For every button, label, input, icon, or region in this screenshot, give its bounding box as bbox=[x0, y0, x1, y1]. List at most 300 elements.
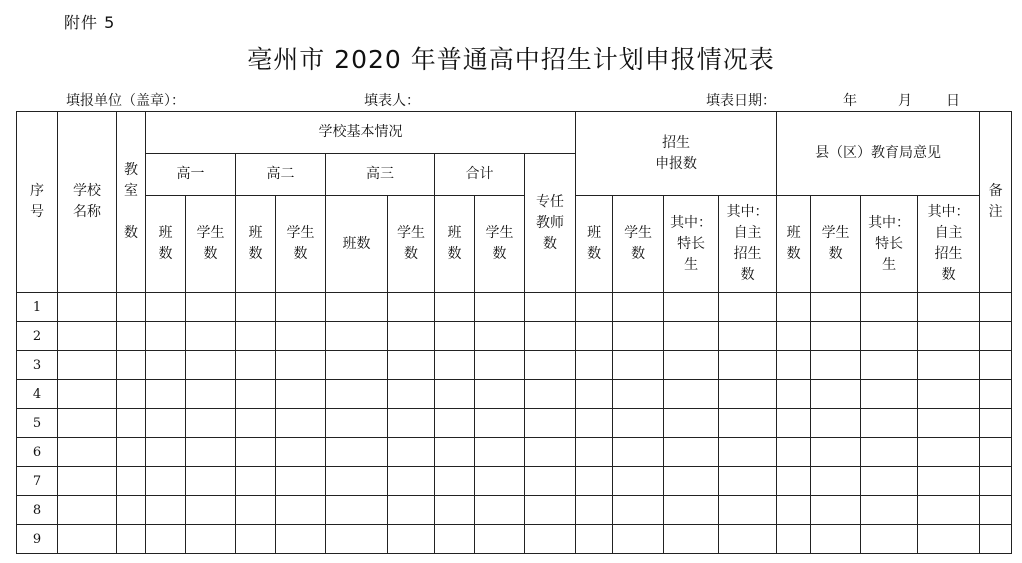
header-enroll-students bbox=[613, 196, 664, 293]
table-cell[interactable] bbox=[475, 438, 525, 467]
table-cell[interactable] bbox=[861, 322, 918, 351]
table-cell[interactable] bbox=[980, 467, 1012, 496]
header-line: 特长 bbox=[875, 235, 904, 252]
table-cell[interactable] bbox=[664, 525, 719, 554]
header-line: 数 bbox=[828, 246, 843, 262]
header-total: 合计 bbox=[435, 154, 525, 196]
table-cell[interactable] bbox=[186, 322, 236, 351]
table-cell[interactable] bbox=[146, 380, 186, 409]
table-cell[interactable] bbox=[276, 380, 326, 409]
table-cell[interactable] bbox=[146, 525, 186, 554]
table-cell[interactable] bbox=[811, 380, 861, 409]
header-enroll-students-text bbox=[613, 223, 663, 265]
table-cell[interactable] bbox=[613, 293, 664, 322]
table-row bbox=[17, 351, 1012, 380]
table-cell[interactable] bbox=[58, 322, 117, 351]
table-cell[interactable] bbox=[146, 467, 186, 496]
table-cell[interactable] bbox=[146, 322, 186, 351]
table-cell[interactable] bbox=[326, 525, 388, 554]
table-row bbox=[17, 467, 1012, 496]
table-cell[interactable] bbox=[525, 322, 576, 351]
table-cell[interactable] bbox=[435, 467, 475, 496]
table-cell[interactable] bbox=[664, 351, 719, 380]
table-cell[interactable] bbox=[811, 351, 861, 380]
table-cell[interactable] bbox=[719, 322, 777, 351]
table-cell[interactable] bbox=[186, 467, 236, 496]
meta-filler-label: 填表人： bbox=[364, 93, 420, 109]
table-cell[interactable] bbox=[918, 409, 980, 438]
table-cell[interactable] bbox=[236, 409, 276, 438]
table-cell[interactable] bbox=[388, 351, 435, 380]
table-cell[interactable] bbox=[146, 409, 186, 438]
table-cell[interactable] bbox=[326, 351, 388, 380]
table-cell[interactable] bbox=[719, 293, 777, 322]
header-line: 专任 bbox=[536, 193, 565, 210]
header-enroll-autonomous-text bbox=[719, 202, 776, 286]
table-cell[interactable] bbox=[525, 380, 576, 409]
header-total-students-text bbox=[475, 223, 524, 265]
header-line: 数 bbox=[786, 246, 801, 262]
header-line: 其中： bbox=[726, 204, 769, 220]
table-cell[interactable] bbox=[525, 293, 576, 322]
table-cell[interactable] bbox=[525, 467, 576, 496]
table-cell[interactable] bbox=[276, 293, 326, 322]
table-cell[interactable] bbox=[146, 351, 186, 380]
header-line: 申报数 bbox=[655, 155, 698, 172]
table-cell[interactable] bbox=[435, 496, 475, 525]
header-teachers bbox=[525, 154, 576, 293]
table-cell[interactable] bbox=[475, 351, 525, 380]
table-cell[interactable] bbox=[664, 467, 719, 496]
header-enroll-classes-text bbox=[576, 223, 612, 265]
table-cell[interactable] bbox=[861, 351, 918, 380]
table-cell[interactable] bbox=[117, 525, 146, 554]
table-cell[interactable] bbox=[236, 322, 276, 351]
header-g2-classes bbox=[236, 196, 276, 293]
table-cell[interactable] bbox=[980, 409, 1012, 438]
table-cell[interactable] bbox=[576, 409, 613, 438]
table-cell[interactable] bbox=[811, 525, 861, 554]
header-line: 班 bbox=[158, 225, 173, 241]
table-cell[interactable] bbox=[811, 409, 861, 438]
table-cell[interactable] bbox=[475, 467, 525, 496]
table-cell[interactable] bbox=[388, 438, 435, 467]
table-cell[interactable] bbox=[186, 380, 236, 409]
enrollment-plan-table bbox=[16, 111, 1012, 554]
table-cell[interactable] bbox=[777, 380, 811, 409]
table-cell[interactable] bbox=[777, 467, 811, 496]
table-cell[interactable] bbox=[58, 293, 117, 322]
header-school-basic: 学校基本情况 bbox=[146, 112, 576, 154]
table-cell[interactable] bbox=[613, 351, 664, 380]
table-cell[interactable] bbox=[613, 322, 664, 351]
table-cell[interactable] bbox=[576, 438, 613, 467]
header-line: 教 bbox=[124, 162, 138, 178]
page-title: 亳州市 2020 年普通高中招生计划申报情况表 bbox=[247, 45, 775, 74]
table-cell[interactable] bbox=[576, 351, 613, 380]
table-cell[interactable] bbox=[58, 380, 117, 409]
table-cell[interactable] bbox=[236, 351, 276, 380]
table-cell[interactable] bbox=[186, 351, 236, 380]
table-cell[interactable] bbox=[777, 322, 811, 351]
meta-year-label: 年 bbox=[843, 93, 857, 109]
header-line: 自主 bbox=[733, 225, 762, 241]
table-cell[interactable] bbox=[576, 467, 613, 496]
table-cell[interactable] bbox=[276, 467, 326, 496]
header-line: 教师 bbox=[536, 214, 565, 231]
header-enroll-autonomous bbox=[719, 196, 777, 293]
header-line: 生 bbox=[882, 256, 897, 273]
header-line: 班 bbox=[786, 225, 801, 241]
table-cell[interactable] bbox=[525, 525, 576, 554]
row-index: 2 bbox=[17, 322, 58, 351]
row-index: 3 bbox=[17, 351, 58, 380]
meta-day-label: 日 bbox=[946, 93, 960, 109]
table-cell[interactable] bbox=[475, 409, 525, 438]
table-cell[interactable] bbox=[811, 293, 861, 322]
table-cell[interactable] bbox=[326, 467, 388, 496]
table-cell[interactable] bbox=[326, 322, 388, 351]
table-cell[interactable] bbox=[58, 438, 117, 467]
table-cell[interactable] bbox=[525, 496, 576, 525]
row-index: 1 bbox=[17, 293, 58, 322]
table-cell[interactable] bbox=[525, 438, 576, 467]
table-cell[interactable] bbox=[980, 525, 1012, 554]
table-cell[interactable] bbox=[777, 409, 811, 438]
header-g3-students bbox=[388, 196, 435, 293]
table-cell[interactable] bbox=[918, 525, 980, 554]
header-line: 学生 bbox=[196, 225, 225, 241]
table-cell[interactable] bbox=[719, 496, 777, 525]
table-cell[interactable] bbox=[236, 293, 276, 322]
header-g1-students bbox=[186, 196, 236, 293]
table-cell[interactable] bbox=[146, 293, 186, 322]
table-cell[interactable] bbox=[435, 525, 475, 554]
header-total-students bbox=[475, 196, 525, 293]
table-cell[interactable] bbox=[664, 409, 719, 438]
table-cell[interactable] bbox=[613, 438, 664, 467]
table-cell[interactable] bbox=[435, 380, 475, 409]
table-cell[interactable] bbox=[276, 525, 326, 554]
table-cell[interactable] bbox=[576, 380, 613, 409]
table-cell[interactable] bbox=[276, 438, 326, 467]
header-line: 数 bbox=[158, 246, 173, 262]
table-cell[interactable] bbox=[980, 293, 1012, 322]
header-line: 班 bbox=[248, 225, 263, 241]
table-cell[interactable] bbox=[861, 525, 918, 554]
header-g2-students-text bbox=[276, 223, 325, 265]
header-g1-classes bbox=[146, 196, 186, 293]
table-cell[interactable] bbox=[811, 467, 861, 496]
table-row bbox=[17, 525, 1012, 554]
table-cell[interactable] bbox=[664, 438, 719, 467]
table-cell[interactable] bbox=[918, 380, 980, 409]
header-g2-students bbox=[276, 196, 326, 293]
table-cell[interactable] bbox=[117, 322, 146, 351]
table-cell[interactable] bbox=[664, 293, 719, 322]
table-cell[interactable] bbox=[388, 409, 435, 438]
header-line: 学生 bbox=[397, 225, 425, 241]
table-cell[interactable] bbox=[475, 293, 525, 322]
header-line: 招生 bbox=[662, 134, 691, 151]
header-school-name bbox=[58, 112, 117, 293]
table-cell[interactable] bbox=[475, 496, 525, 525]
table-cell[interactable] bbox=[58, 525, 117, 554]
header-line: 注 bbox=[988, 204, 1003, 220]
table-cell[interactable] bbox=[719, 409, 777, 438]
header-enroll-classes bbox=[576, 196, 613, 293]
table-cell[interactable] bbox=[276, 351, 326, 380]
header-bureau-autonomous bbox=[918, 196, 980, 293]
table-cell[interactable] bbox=[719, 351, 777, 380]
header-bureau-specialty-text bbox=[861, 213, 917, 276]
header-line: 学校 bbox=[73, 183, 101, 199]
table-cell[interactable] bbox=[719, 380, 777, 409]
header-classrooms-text bbox=[117, 160, 145, 244]
header-bureau-classes bbox=[777, 196, 811, 293]
table-cell[interactable] bbox=[58, 467, 117, 496]
table-cell[interactable] bbox=[576, 525, 613, 554]
header-line: 数 bbox=[404, 246, 418, 262]
table-cell[interactable] bbox=[236, 525, 276, 554]
table-cell[interactable] bbox=[777, 293, 811, 322]
table-cell[interactable] bbox=[58, 409, 117, 438]
header-enroll-specialty bbox=[664, 196, 719, 293]
header-line: 数 bbox=[631, 246, 646, 262]
header-bureau-students-text bbox=[811, 223, 860, 265]
table-cell[interactable] bbox=[525, 409, 576, 438]
table-cell[interactable] bbox=[475, 322, 525, 351]
table-cell[interactable] bbox=[918, 496, 980, 525]
table-cell[interactable] bbox=[525, 351, 576, 380]
table-cell[interactable] bbox=[918, 467, 980, 496]
table-cell[interactable] bbox=[613, 496, 664, 525]
table-cell[interactable] bbox=[980, 496, 1012, 525]
table-cell[interactable] bbox=[719, 467, 777, 496]
table-cell[interactable] bbox=[861, 293, 918, 322]
table-cell[interactable] bbox=[980, 380, 1012, 409]
table-cell[interactable] bbox=[980, 351, 1012, 380]
row-index: 9 bbox=[17, 525, 58, 554]
header-grade2: 高二 bbox=[236, 154, 326, 196]
header-enroll bbox=[576, 112, 777, 196]
table-cell[interactable] bbox=[475, 380, 525, 409]
header-g1-students-text bbox=[186, 223, 235, 265]
table-cell[interactable] bbox=[276, 496, 326, 525]
table-cell[interactable] bbox=[276, 409, 326, 438]
header-line: 生 bbox=[684, 256, 699, 273]
table-cell[interactable] bbox=[719, 525, 777, 554]
table-cell[interactable] bbox=[435, 293, 475, 322]
header-line: 学生 bbox=[821, 225, 850, 241]
header-line: 其中： bbox=[868, 214, 911, 231]
header-remark bbox=[980, 112, 1012, 293]
table-cell[interactable] bbox=[664, 380, 719, 409]
table-cell[interactable] bbox=[918, 293, 980, 322]
table-cell[interactable] bbox=[146, 496, 186, 525]
table-cell[interactable] bbox=[613, 467, 664, 496]
table-cell[interactable] bbox=[576, 293, 613, 322]
header-line: 室 bbox=[124, 183, 138, 199]
table-cell[interactable] bbox=[777, 496, 811, 525]
header-line: 数 bbox=[587, 246, 602, 262]
table-cell[interactable] bbox=[236, 438, 276, 467]
header-line: 数 bbox=[543, 235, 558, 252]
table-cell[interactable] bbox=[576, 496, 613, 525]
header-remark-text bbox=[980, 181, 1011, 223]
header-teachers-text bbox=[525, 192, 575, 255]
header-line: 学生 bbox=[624, 225, 653, 241]
row-index: 5 bbox=[17, 409, 58, 438]
table-cell[interactable] bbox=[811, 496, 861, 525]
table-cell[interactable] bbox=[236, 467, 276, 496]
table-cell[interactable] bbox=[980, 322, 1012, 351]
table-cell[interactable] bbox=[326, 293, 388, 322]
table-cell[interactable] bbox=[326, 496, 388, 525]
header-total-classes bbox=[435, 196, 475, 293]
table-cell[interactable] bbox=[613, 380, 664, 409]
meta-month-label: 月 bbox=[898, 93, 912, 109]
table-cell[interactable] bbox=[861, 496, 918, 525]
header-line: 特长 bbox=[677, 235, 706, 252]
header-line: 数 bbox=[492, 246, 507, 262]
header-line: 班 bbox=[447, 225, 462, 241]
table-cell[interactable] bbox=[435, 351, 475, 380]
table-row bbox=[17, 409, 1012, 438]
header-line: 数 bbox=[293, 246, 308, 262]
header-line bbox=[117, 202, 145, 223]
meta-unit-label: 填报单位（盖章）： bbox=[66, 93, 185, 109]
table-cell[interactable] bbox=[276, 322, 326, 351]
header-index-text bbox=[17, 181, 57, 223]
table-cell[interactable] bbox=[186, 438, 236, 467]
header-g3-students-text bbox=[388, 223, 434, 265]
table-row bbox=[17, 496, 1012, 525]
table-cell[interactable] bbox=[777, 438, 811, 467]
header-bureau-autonomous-text bbox=[918, 202, 979, 286]
table-cell[interactable] bbox=[186, 525, 236, 554]
table-cell[interactable] bbox=[117, 351, 146, 380]
table-cell[interactable] bbox=[117, 293, 146, 322]
header-enroll-specialty-text bbox=[664, 213, 718, 276]
table-cell[interactable] bbox=[435, 409, 475, 438]
header-enroll-text bbox=[576, 133, 776, 175]
header-bureau-classes-text bbox=[777, 223, 810, 265]
table-cell[interactable] bbox=[811, 438, 861, 467]
table-cell[interactable] bbox=[861, 409, 918, 438]
table-cell[interactable] bbox=[117, 467, 146, 496]
table-cell[interactable] bbox=[861, 467, 918, 496]
table-cell[interactable] bbox=[236, 380, 276, 409]
table-cell[interactable] bbox=[117, 438, 146, 467]
table-cell[interactable] bbox=[811, 322, 861, 351]
table-cell[interactable] bbox=[388, 322, 435, 351]
row-index: 4 bbox=[17, 380, 58, 409]
table-cell[interactable] bbox=[117, 380, 146, 409]
table-cell[interactable] bbox=[388, 525, 435, 554]
table-body bbox=[17, 293, 1012, 554]
header-line: 学生 bbox=[485, 225, 514, 241]
table-cell[interactable] bbox=[861, 380, 918, 409]
header-school-name-text bbox=[58, 181, 116, 223]
table-cell[interactable] bbox=[664, 496, 719, 525]
header-bureau: 县（区）教育局意见 bbox=[777, 112, 980, 196]
table-row bbox=[17, 322, 1012, 351]
header-line: 其中： bbox=[670, 214, 713, 231]
table-cell[interactable] bbox=[435, 322, 475, 351]
table-cell[interactable] bbox=[576, 322, 613, 351]
table-cell[interactable] bbox=[146, 438, 186, 467]
table-cell[interactable] bbox=[388, 496, 435, 525]
header-index bbox=[17, 112, 58, 293]
header-line: 号 bbox=[30, 204, 44, 220]
header-line: 名称 bbox=[73, 204, 101, 220]
table-cell[interactable] bbox=[236, 496, 276, 525]
header-line: 序 bbox=[30, 183, 44, 199]
header-total-classes-text bbox=[435, 223, 474, 265]
table-cell[interactable] bbox=[613, 409, 664, 438]
table-cell[interactable] bbox=[918, 322, 980, 351]
table-cell[interactable] bbox=[326, 438, 388, 467]
meta-date-label: 填表日期： bbox=[706, 93, 776, 109]
header-line: 学生 bbox=[286, 225, 315, 241]
table-cell[interactable] bbox=[435, 438, 475, 467]
header-line: 数 bbox=[941, 267, 956, 283]
table-cell[interactable] bbox=[980, 438, 1012, 467]
table-cell[interactable] bbox=[186, 293, 236, 322]
table-cell[interactable] bbox=[58, 351, 117, 380]
header-grade1: 高一 bbox=[146, 154, 236, 196]
table-cell[interactable] bbox=[861, 438, 918, 467]
header-line: 备 bbox=[988, 183, 1003, 199]
header-g1-classes-text bbox=[146, 223, 185, 265]
table-cell[interactable] bbox=[186, 496, 236, 525]
table-cell[interactable] bbox=[918, 438, 980, 467]
header-line: 数 bbox=[124, 225, 138, 241]
table-cell[interactable] bbox=[58, 496, 117, 525]
table-row bbox=[17, 438, 1012, 467]
table-cell[interactable] bbox=[326, 409, 388, 438]
table-cell[interactable] bbox=[719, 438, 777, 467]
header-line: 招生 bbox=[733, 246, 762, 262]
table-row bbox=[17, 380, 1012, 409]
header-g3-classes: 班数 bbox=[326, 196, 388, 293]
header-line: 班 bbox=[587, 225, 602, 241]
header-g2-classes-text bbox=[236, 223, 275, 265]
table-cell[interactable] bbox=[388, 467, 435, 496]
header-line: 数 bbox=[248, 246, 263, 262]
table-row bbox=[17, 293, 1012, 322]
table-cell[interactable] bbox=[117, 409, 146, 438]
table-cell[interactable] bbox=[918, 351, 980, 380]
header-line: 其中： bbox=[927, 204, 970, 220]
header-bureau-specialty bbox=[861, 196, 918, 293]
header-line: 数 bbox=[740, 267, 755, 283]
table-cell[interactable] bbox=[777, 525, 811, 554]
table-cell[interactable] bbox=[186, 409, 236, 438]
header-line: 招生 bbox=[934, 246, 963, 262]
table-cell[interactable] bbox=[664, 322, 719, 351]
table-cell[interactable] bbox=[777, 351, 811, 380]
header-line: 数 bbox=[447, 246, 462, 262]
table-cell[interactable] bbox=[117, 496, 146, 525]
table-cell[interactable] bbox=[326, 380, 388, 409]
table-cell[interactable] bbox=[613, 525, 664, 554]
table-cell[interactable] bbox=[475, 525, 525, 554]
row-index: 6 bbox=[17, 438, 58, 467]
table-cell[interactable] bbox=[388, 293, 435, 322]
table-cell[interactable] bbox=[388, 380, 435, 409]
